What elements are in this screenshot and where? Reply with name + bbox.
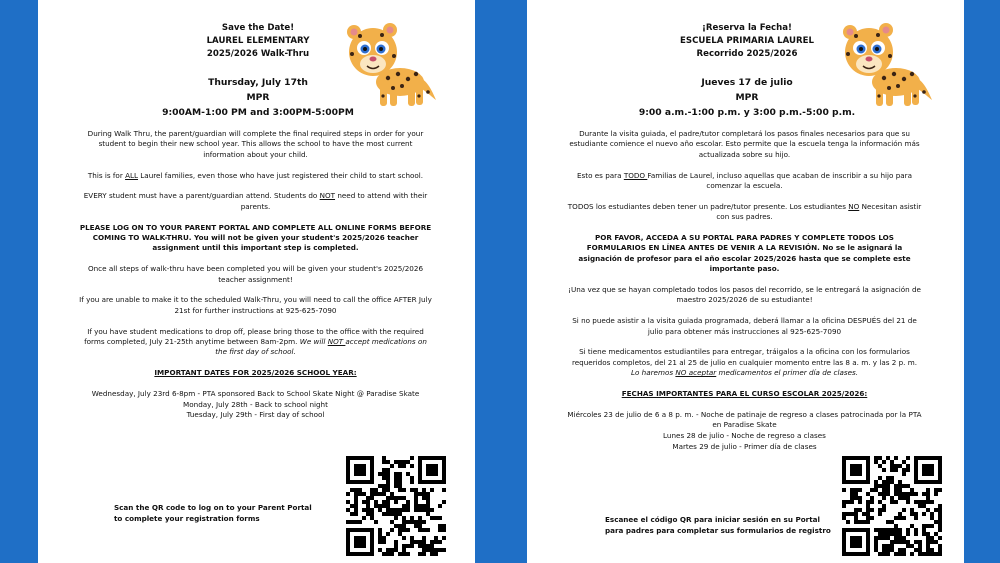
heading-line-1: Save the Date! [221,23,295,33]
scan-line: Scan the QR code to log on to your Parent Portal [114,503,312,512]
important-dates-title: IMPORTANT DATES FOR 2025/2026 SCHOOL YEAR: [154,368,357,378]
qr-code-icon[interactable] [346,456,446,556]
scan-line: para padres para completar sus formularios de registro [605,526,831,536]
emphasis: NO aceptar [675,368,717,378]
text: accept medications on the first day of school. [215,337,427,357]
event-location: MPR [246,91,270,103]
scan-instructions [114,502,312,525]
event-time: 9:00AM-1:00 PM and 3:00PM-5:00PM [162,106,354,118]
heading-line-1: ¡Reserva la Fecha! [702,23,792,33]
event-time: 9:00 a.m.-1:00 p.m. y 3:00 p.m.-5:00 p.m. [638,106,856,118]
text: Necesitan asistir con sus padres. [716,201,922,222]
text: Familias de Laurel, incluso aquellas que acaban de inscribir a su hijo para comenzar la escuela. [647,170,913,191]
cheetah-mascot-icon [834,14,934,114]
date-item: Martes 29 de julio - Primer día de clases [672,441,817,451]
important-dates-list [567,410,922,452]
event-date: Jueves 17 de julio [701,76,793,88]
paragraph-intro: Durante la visita guiada, el padre/tutor completará los pasos finales necesarios para que su estudiante comience el nuevo año escolar. Esto permite que la escuela tenga la información más actualizada sobre su hijo. [569,129,920,159]
paragraph-medications [567,347,922,378]
event-location: MPR [735,91,759,103]
paragraph-attendance [78,191,433,212]
emphasis: NOT [319,191,336,201]
date-item: Monday, July 28th - Back to school night [183,399,328,409]
text: Laurel families, even those who have just registered their child to start school. [138,170,424,180]
text: medicamentos el primer día de clases. [716,368,859,378]
text: Si tiene medicamentos estudiantiles para entregar, tráigalos a la oficina con los formularios requeridos completos, del 21 al 25 de julio en cualquier momento entre las 8 a. m. y las 2 p. m. [571,347,918,367]
text: If you have student medications to drop off, please bring those to the office with the required forms completed, July 21-25th anytime between 8am-2pm. [84,326,424,347]
scan-line: to complete your registration forms [114,514,260,524]
emphasis: TODO [623,170,648,180]
english-flyer [38,0,475,563]
emphasis: NO [848,201,860,211]
text: Esto es para [576,170,624,180]
paragraph-call-office: Si no puede asistir a la visita guiada programada, deberá llamar a la oficina DESPUÉS del 21 de julio para obtener más instrucciones al 925-625-7090 [572,316,917,336]
text: We will [299,337,328,347]
event-date: Thursday, July 17th [208,76,308,88]
text: This is for [87,170,126,180]
paragraph-attendance [567,202,922,223]
date-item: Miércoles 23 de julio de 6 a 8 p. m. - Noche de patinaje de regreso a clases patrocinada por la PTA en Paradise Skate [567,409,922,430]
heading-line-3: 2025/2026 Walk-Thru [206,49,310,60]
spanish-flyer [527,0,964,563]
important-dates-title: FECHAS IMPORTANTES PARA EL CURSO ESCOLAR 2025/2026: [621,389,868,399]
qr-code-icon[interactable] [842,456,942,556]
paragraph-parent-portal: POR FAVOR, ACCEDA A SU PORTAL PARA PADRES Y COMPLETE TODOS LOS FORMULARIOS EN LÍNEA ANTES DE VENIR A LA REVISIÓN. No se le asignará la asignación de profesor para el año escolar 2025/2026 hasta que se complete este importante paso. [578,233,911,274]
scan-instructions [605,514,831,537]
heading-line-2: ESCUELA PRIMARIA LAUREL [680,36,814,47]
body-text [567,129,922,452]
text: TODOS los estudiantes deben tener un padre/tutor presente. Los estudiantes [567,201,849,211]
paragraph-all-families [567,171,922,192]
date-item: Lunes 28 de julio - Noche de regreso a clases [663,431,826,441]
paragraph-parent-portal: PLEASE LOG ON TO YOUR PARENT PORTAL AND COMPLETE ALL ONLINE FORMS BEFORE COMING TO WALK-THRU. You will not be given your student's 2025/2026 teacher assignment until this important step is completed. [79,222,432,253]
heading-line-2: LAUREL ELEMENTARY [206,36,310,47]
date-item: Tuesday, July 29th - First day of school [186,410,325,420]
text: need to attend with their parents. [240,191,428,211]
emphasis: ALL [125,170,139,180]
important-dates-list [78,389,433,421]
paragraph-medications [78,327,433,358]
cheetah-mascot-icon [338,14,438,114]
date-item: Wednesday, July 23rd 6-8pm - PTA sponsored Back to School Skate Night @ Paradise Skate [91,389,420,399]
paragraph-teacher-assignment: Once all steps of walk-thru have been completed you will be given your student's 2025/2026 teacher assignment! [87,264,424,284]
body-text [78,129,433,421]
emphasis: NOT [327,337,346,347]
text: Lo haremos [630,368,676,378]
paragraph-teacher-assignment: ¡Una vez que se hayan completado todos los pasos del recorrido, se le entregará la asignación de maestro 2025/2026 de su estudiante! [568,285,921,305]
paragraph-all-families [78,171,433,181]
scan-line: Escanee el código QR para iniciar sesión en su Portal [605,515,820,524]
heading-line-3: Recorrido 2025/2026 [696,49,798,60]
text: EVERY student must have a parent/guardian attend. Students do [83,191,320,201]
paragraph-call-office: If you are unable to make it to the scheduled Walk-Thru, you will need to call the office AFTER July 21st for further instructions at 925-625-7090 [79,295,432,315]
paragraph-intro: During Walk Thru, the parent/guardian will complete the final required steps in order for your student to begin their new school year. This allows the school to have the most current information about your child. [87,129,424,159]
